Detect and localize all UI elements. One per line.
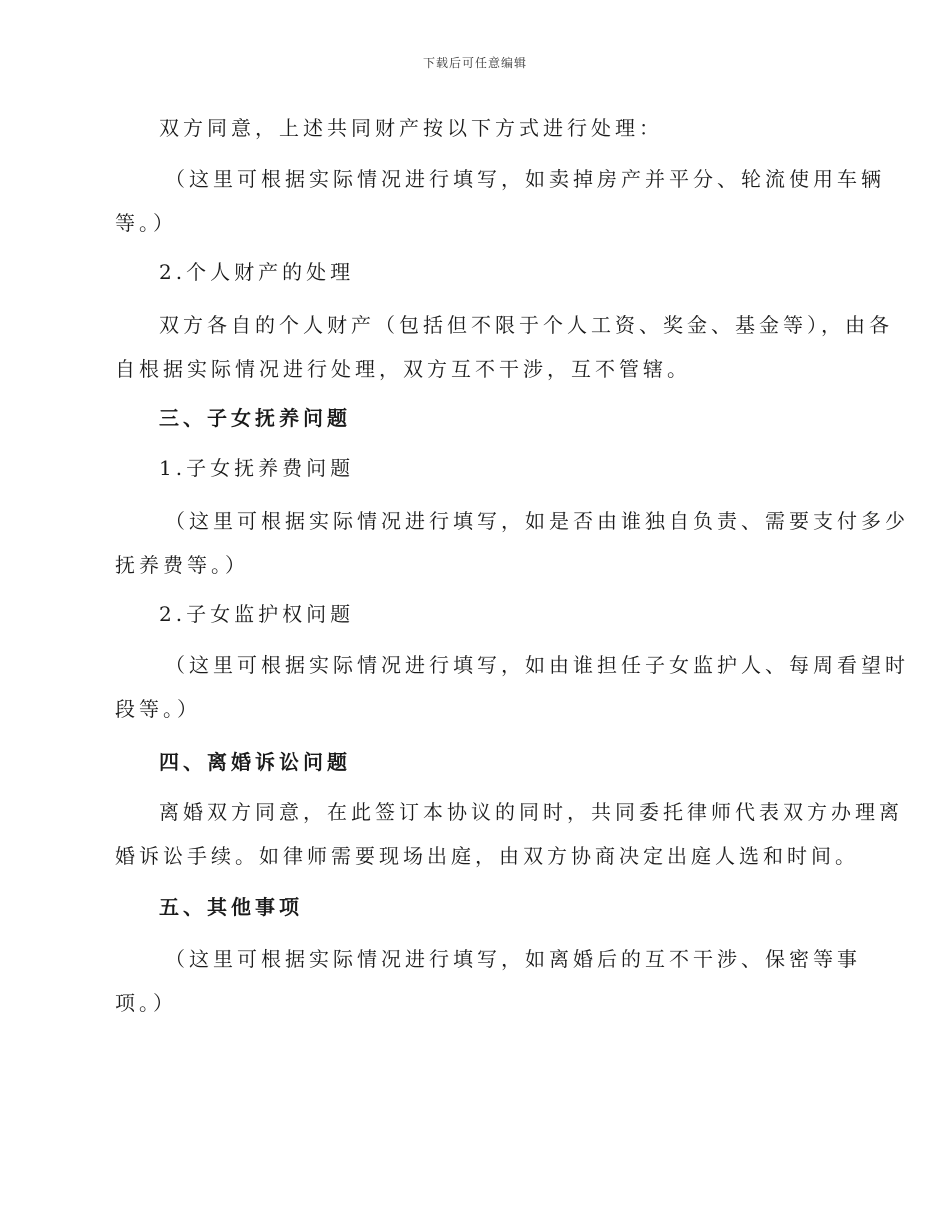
page-header: 下载后可任意编辑 <box>422 56 527 70</box>
text-line: 抚养费等。） <box>115 553 249 577</box>
paragraph-common-property-note <box>115 157 885 245</box>
text-line: 婚诉讼手续。如律师需要现场出庭，由双方协商决定出庭人选和时间。 <box>115 844 859 868</box>
text-line: 2.子女监护权问题 <box>159 602 355 626</box>
paragraph-child-support-note <box>115 499 909 587</box>
text-line: 段等。） <box>115 697 201 721</box>
text-line: 双方各自的个人财产（包括但不限于个人工资、奖金、基金等），由各 <box>159 313 893 337</box>
section-heading-child-support <box>115 396 835 440</box>
heading-child-support-fee <box>115 446 835 490</box>
text-line: 五、其他事项 <box>159 895 303 919</box>
text-line: （这里可根据实际情况进行填写，如是否由谁独自负责、需要支付多少 <box>165 509 909 533</box>
paragraph-custody-note <box>115 643 909 731</box>
section-heading-other <box>115 885 835 929</box>
paragraph-common-property <box>115 106 835 150</box>
text-line: 1.子女抚养费问题 <box>159 456 355 480</box>
text-line: 双方同意，上述共同财产按以下方式进行处理： <box>159 116 663 140</box>
text-line: （这里可根据实际情况进行填写，如离婚后的互不干涉、保密等事 <box>165 947 861 971</box>
paragraph-personal-property <box>115 303 893 391</box>
text-line: 项。） <box>115 991 177 1015</box>
section-heading-litigation <box>115 740 835 784</box>
text-line: 四、离婚诉讼问题 <box>159 750 351 774</box>
paragraph-other-note <box>115 937 861 1025</box>
text-line: 等。） <box>115 211 177 235</box>
heading-personal-property <box>115 250 835 294</box>
paragraph-litigation <box>115 790 903 878</box>
text-line: 2.个人财产的处理 <box>159 260 355 284</box>
text-line: 三、子女抚养问题 <box>159 406 351 430</box>
text-line: （这里可根据实际情况进行填写，如由谁担任子女监护人、每周看望时 <box>165 653 909 677</box>
heading-custody <box>115 592 835 636</box>
text-line: 自根据实际情况进行处理，双方互不干涉，互不管辖。 <box>115 357 691 381</box>
text-line: 离婚双方同意，在此签订本协议的同时，共同委托律师代表双方办理离 <box>159 800 903 824</box>
text-line: （这里可根据实际情况进行填写，如卖掉房产并平分、轮流使用车辆 <box>165 167 885 191</box>
